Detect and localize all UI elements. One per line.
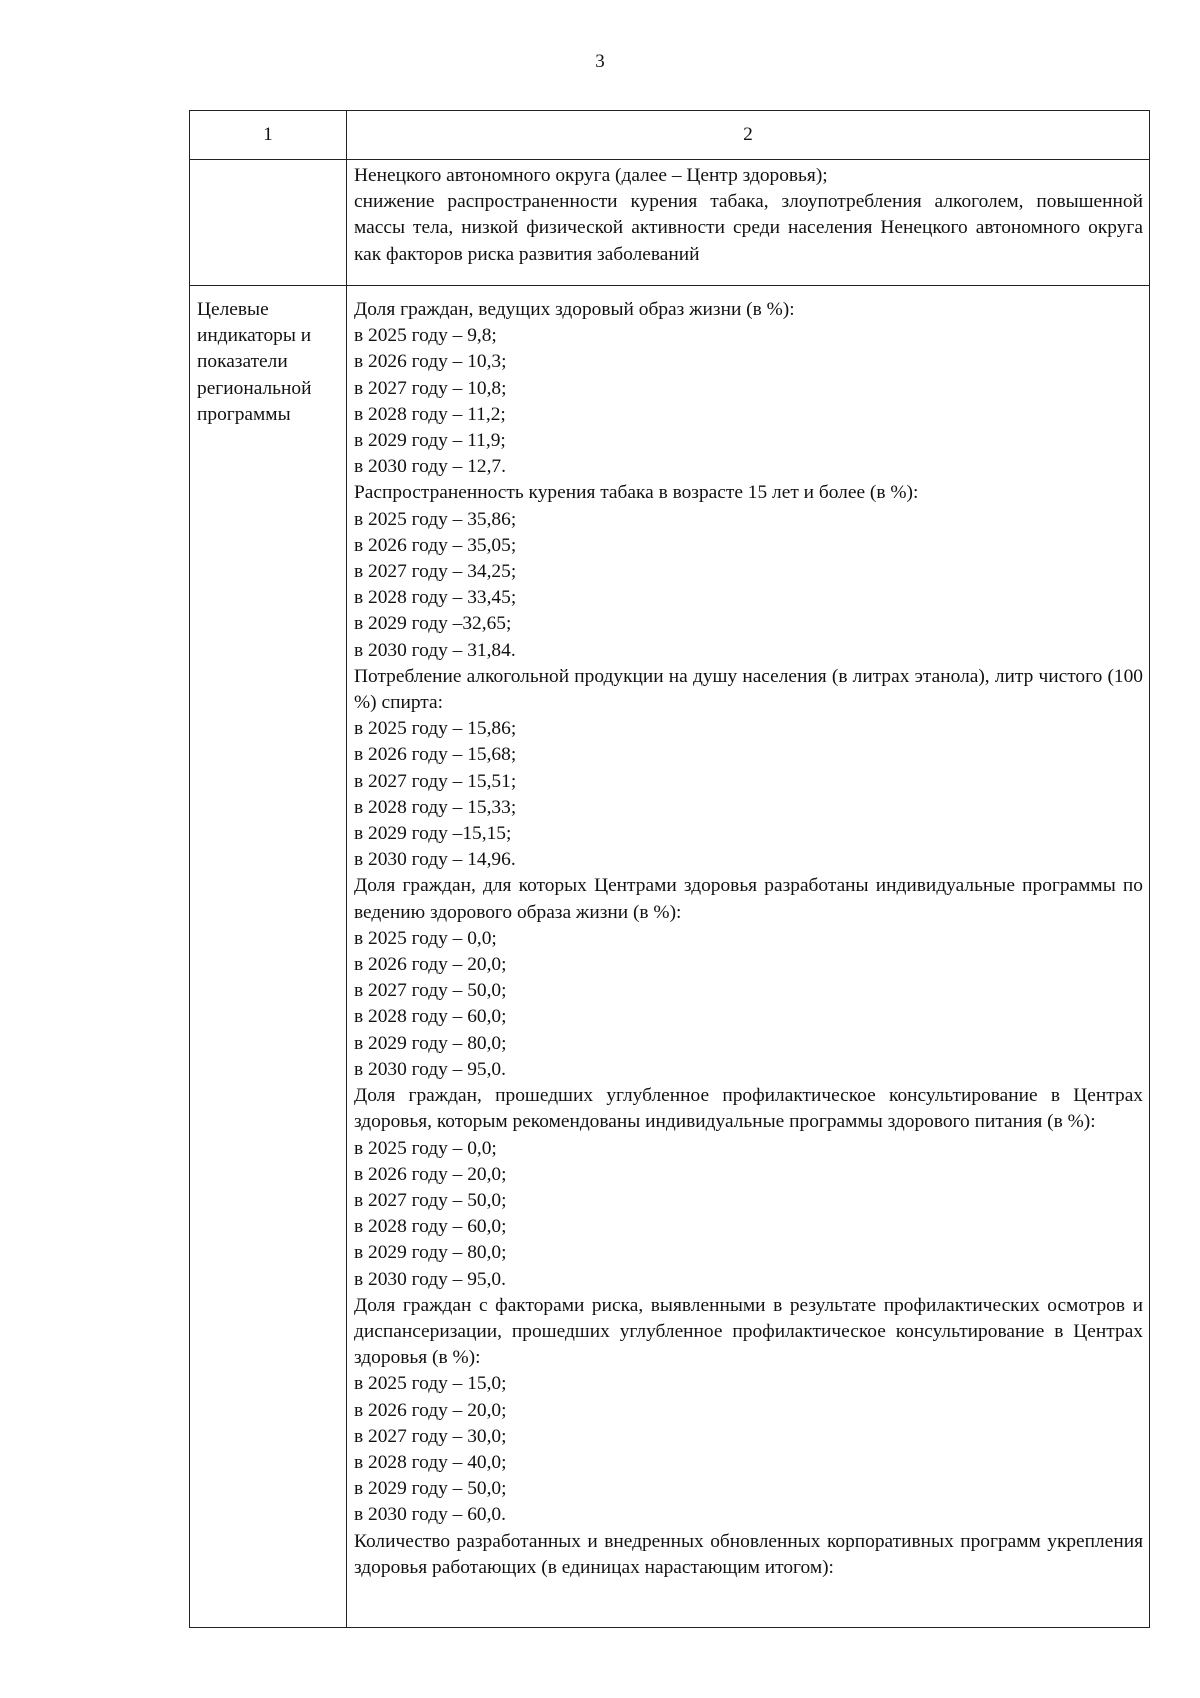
indicator-list — [354, 297, 1143, 1581]
table-row-indicators — [190, 286, 1150, 1628]
indicator-value: в 2027 году – 15,51; — [354, 770, 517, 792]
indicator-value: в 2026 году – 20,0; — [354, 954, 507, 976]
indicator-value: в 2027 году – 10,8; — [354, 377, 507, 399]
indicator-value: в 2030 году – 31,84. — [354, 639, 516, 661]
table-header-row — [190, 111, 1150, 160]
indicator-value: в 2026 году – 20,0; — [354, 1163, 507, 1185]
indicator-value: в 2025 году – 15,0; — [354, 1373, 507, 1395]
indicator-value: в 2029 году – 80,0; — [354, 1032, 507, 1054]
indicator-value: в 2025 году – 15,86; — [354, 718, 517, 740]
table-row-continuation — [190, 160, 1150, 286]
indicator-title: Распространенность курения табака в возрасте 15 лет и более (в %): — [354, 482, 919, 504]
indicator-value: в 2030 году – 95,0. — [354, 1058, 506, 1080]
indicator-value: в 2028 году – 11,2; — [354, 403, 506, 425]
indicator-title: Потребление алкогольной продукции на душу населения (в литрах этанола), литр чистого (100 %) спирта: — [354, 665, 1143, 714]
indicator-value: в 2027 году – 34,25; — [354, 561, 517, 583]
indicator-value: в 2027 году – 30,0; — [354, 1425, 507, 1447]
indicator-value: в 2029 году –15,15; — [354, 823, 512, 845]
indicator-value: в 2026 году – 15,68; — [354, 744, 517, 766]
indicator-value: в 2025 году – 9,8; — [354, 325, 497, 347]
indicator-value: в 2026 году – 35,05; — [354, 534, 517, 556]
indicator-value: в 2026 году – 20,0; — [354, 1399, 507, 1421]
indicator-value: в 2025 году – 0,0; — [354, 1137, 497, 1159]
indicator-value: в 2027 году – 50,0; — [354, 1189, 507, 1211]
indicator-value: в 2028 году – 60,0; — [354, 1006, 507, 1028]
indicator-value: в 2028 году – 60,0; — [354, 1216, 507, 1238]
header-col-1: 1 — [190, 111, 347, 160]
indicator-value: в 2025 году – 0,0; — [354, 927, 497, 949]
indicator-value: в 2030 году – 60,0. — [354, 1504, 506, 1526]
indicator-value: в 2027 году – 50,0; — [354, 980, 507, 1002]
indicator-value: в 2028 году – 40,0; — [354, 1451, 507, 1473]
indicator-value: в 2029 году – 50,0; — [354, 1478, 507, 1500]
program-passport-table — [189, 110, 1150, 1628]
indicator-value: в 2026 году – 10,3; — [354, 351, 507, 373]
indicator-value: в 2025 году – 35,86; — [354, 508, 517, 530]
indicators-cell — [347, 286, 1150, 1628]
indicator-title: Доля граждан с факторами риска, выявленными в результате профилактических осмотров и диспансеризации, прошедших углубленное профилактическое консультирование в Центрах здоровья (в %): — [354, 1294, 1143, 1369]
header-col-2: 2 — [347, 111, 1150, 160]
indicator-value: в 2029 году – 80,0; — [354, 1242, 507, 1264]
indicator-value: в 2029 году –32,65; — [354, 613, 512, 635]
indicator-value: в 2028 году – 33,45; — [354, 587, 517, 609]
indicator-value: в 2030 году – 14,96. — [354, 849, 516, 871]
indicator-title: Доля граждан, для которых Центрами здоровья разработаны индивидуальные программы по ведению здорового образа жизни (в %): — [354, 875, 1143, 923]
indicator-value: в 2030 году – 12,7. — [354, 456, 506, 478]
continuation-line-2: снижение распространенности курения табака, злоупотребления алкоголем, повышенной массы тела, низкой физической активности среди населения Ненецкого автономного округа как факторов риска развития заболеваний — [354, 191, 1143, 265]
continuation-text-cell — [347, 160, 1150, 286]
indicator-value: в 2030 году – 95,0. — [354, 1268, 506, 1290]
indicators-label: Целевые индикаторы и показатели региональной программы — [190, 286, 347, 1628]
indicator-title: Доля граждан, ведущих здоровый образ жизни (в %): — [354, 299, 795, 320]
page-number: 3 — [595, 51, 605, 72]
indicator-value: в 2028 году – 15,33; — [354, 796, 517, 818]
continuation-line-1: Ненецкого автономного округа (далее – Центр здоровья); — [354, 165, 828, 186]
indicator-value: в 2029 году – 11,9; — [354, 430, 506, 452]
indicator-title: Количество разработанных и внедренных обновленных корпоративных программ укрепления здоровья работающих (в единицах нарастающим итогом): — [354, 1530, 1143, 1578]
indicator-title: Доля граждан, прошедших углубленное профилактическое консультирование в Центрах здоровья, которым рекомендованы индивидуальные программы здорового питания (в %): — [354, 1085, 1143, 1133]
continuation-label-cell — [190, 160, 347, 286]
